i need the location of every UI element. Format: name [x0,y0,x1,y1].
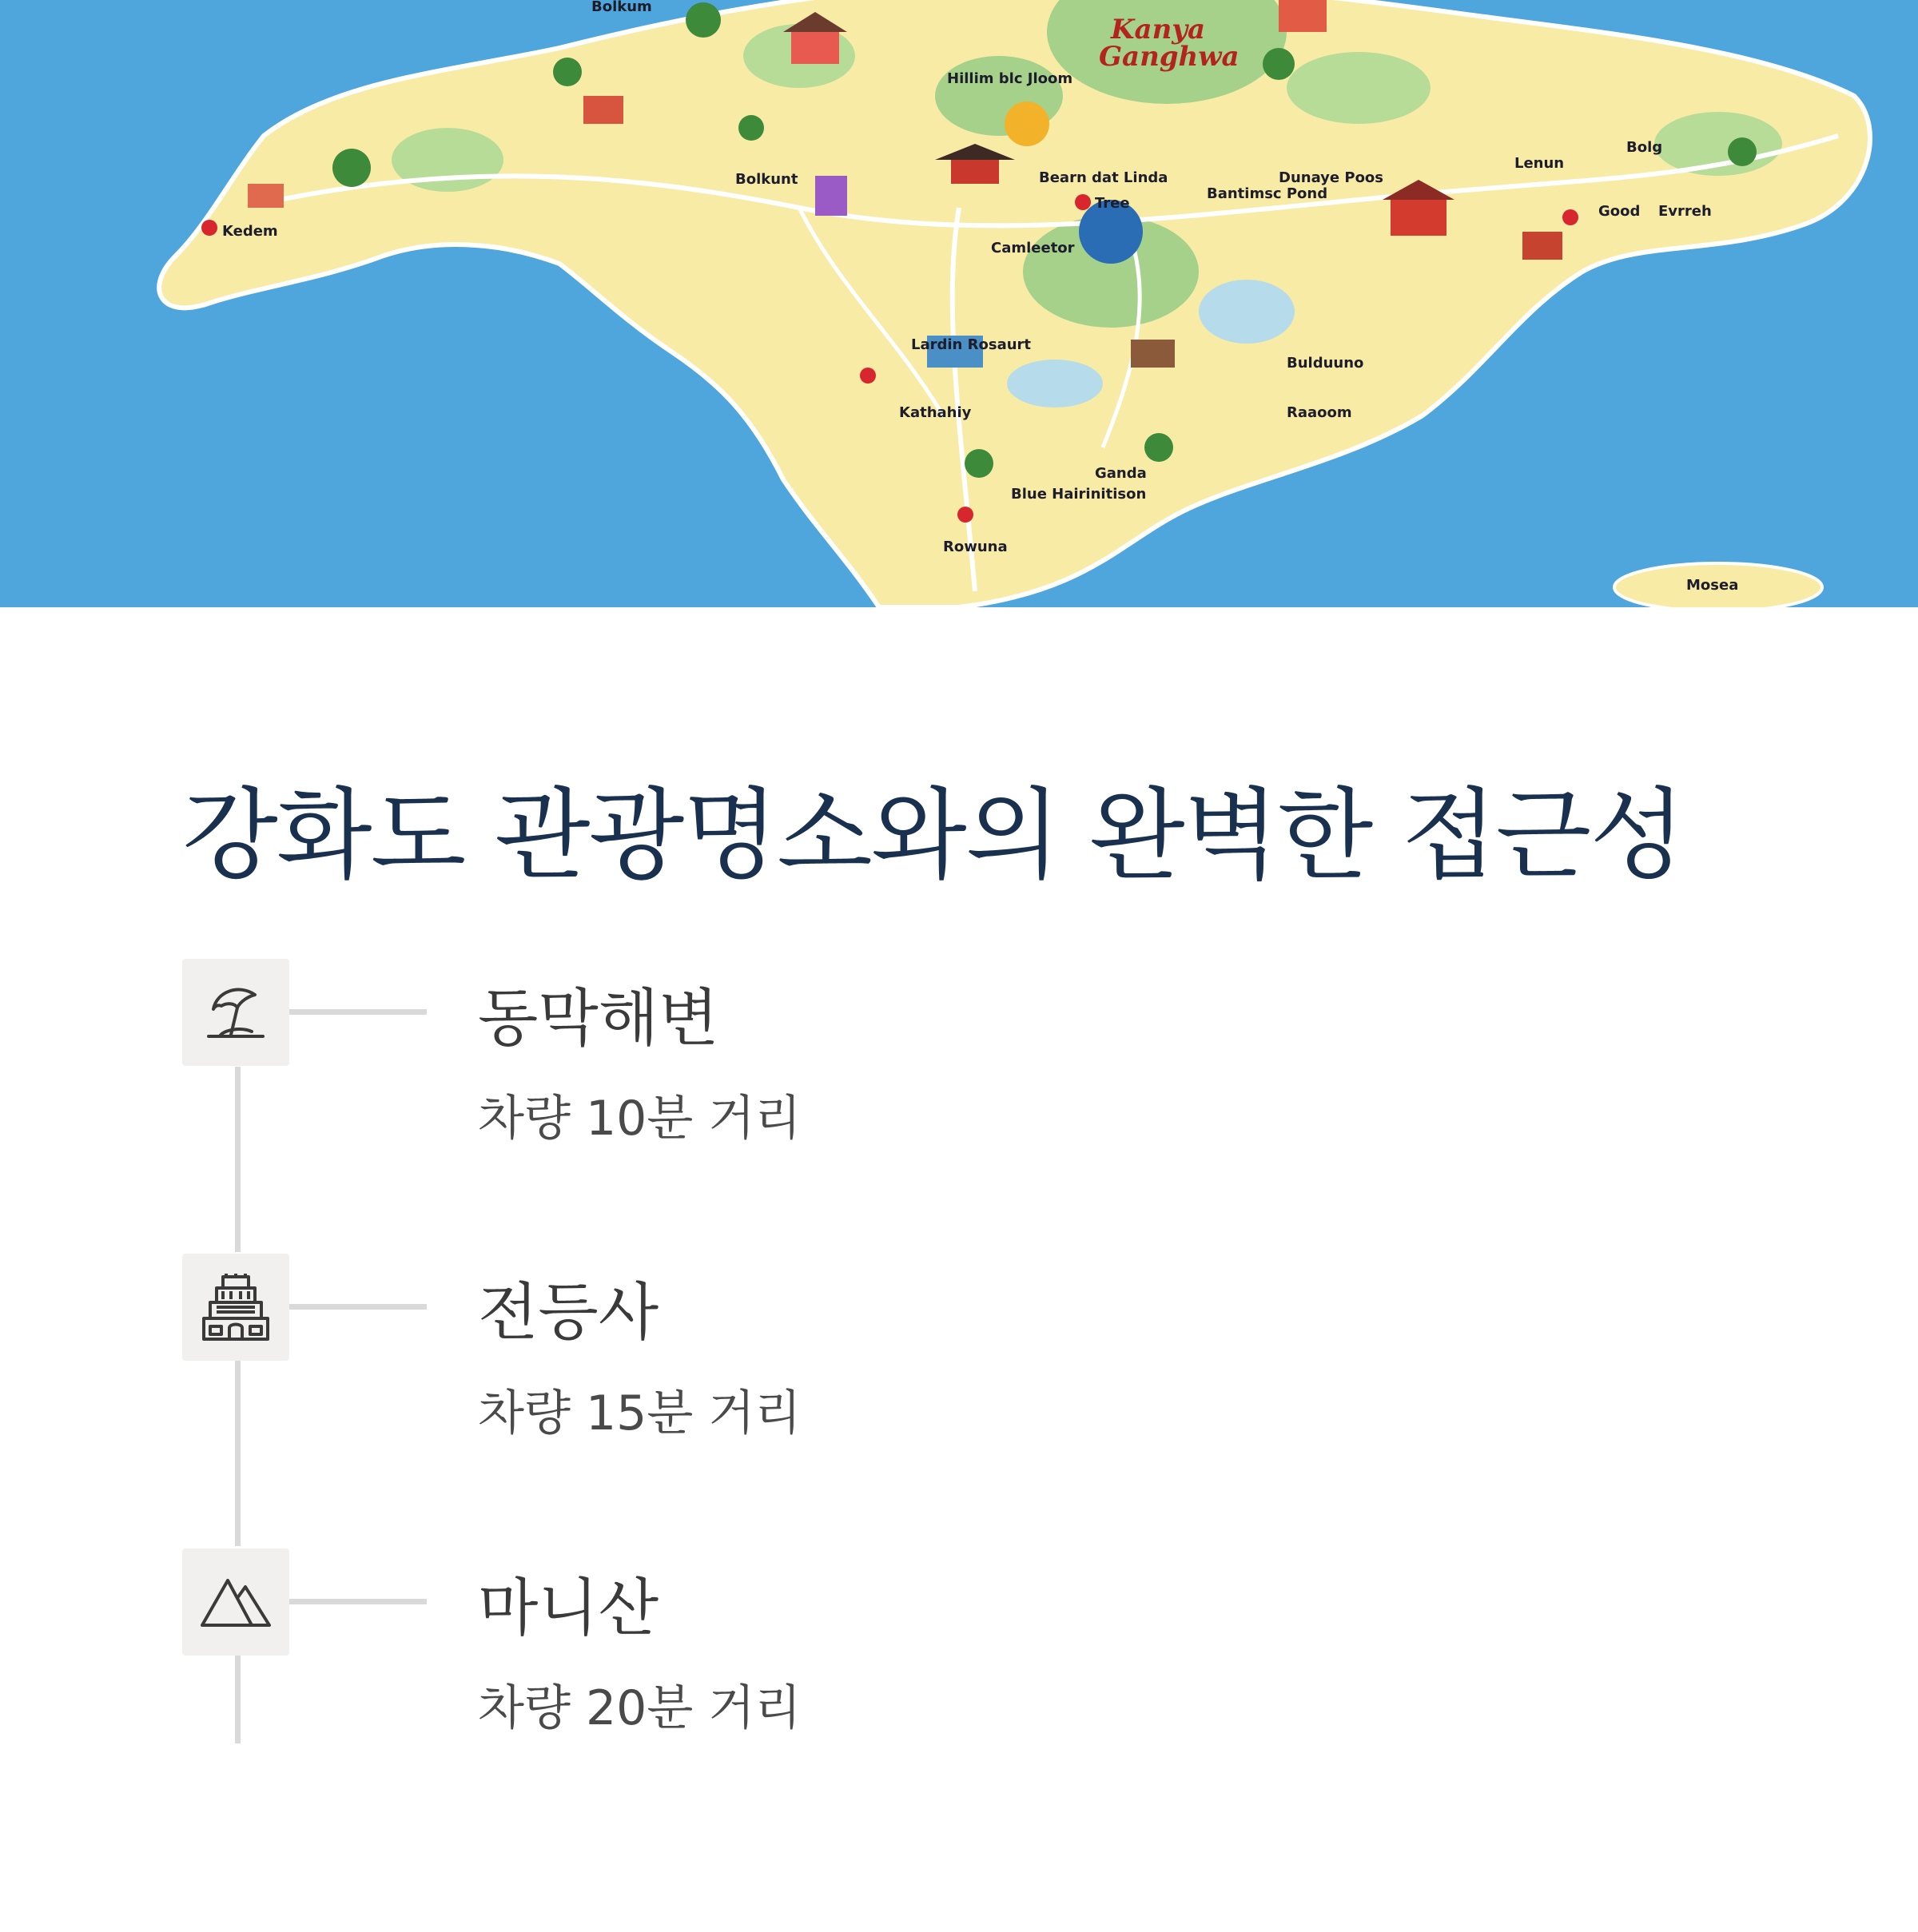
map-label: Bantimsc Pond [1207,185,1328,202]
beach-umbrella-icon [202,979,269,1046]
map-label: Kathahiy [899,404,972,421]
attraction-distance: 차량 10분 거리 [478,1091,802,1147]
attraction-name: 동막해변 [478,983,719,1055]
map-label: Dunaye Poos [1279,169,1384,186]
connector-line [289,1599,427,1604]
connector-line [289,1304,427,1310]
attraction-distance: 차량 15분 거리 [478,1385,802,1441]
map-illustration [0,0,1918,607]
map-label: Ganda [1095,465,1147,482]
map-label: Bolg [1626,139,1663,156]
map-label: Bolkunt [735,171,798,188]
map-label: Kedem [222,223,278,240]
map-label: Rowuna [943,539,1008,555]
attraction-distance: 차량 20분 거리 [478,1680,802,1736]
timeline-line [235,1067,241,1252]
page-title: 강화도 관광명소와의 완벽한 접근성 [182,778,1685,893]
map-label: Mosea [1686,577,1739,594]
map-title-line2: Ganghwa [1099,41,1240,73]
map-banner [0,0,1918,607]
map-label: Good [1598,203,1641,220]
map-label: Lenun [1514,155,1565,172]
mountain-icon-box [182,1548,289,1656]
map-label: Evrreh [1658,203,1712,220]
connector-line [289,1009,427,1015]
map-label: Tree [1095,195,1130,212]
map-label: Lardin Rosaurt [911,336,1032,353]
timeline-line [235,1361,241,1546]
map-label: Blue Hairinitison [1011,486,1147,503]
attraction-name: 전등사 [478,1277,659,1349]
temple-icon [199,1270,273,1344]
attraction-name: 마니산 [478,1572,659,1644]
map-label: Bulduuno [1287,355,1364,372]
map-label: Bearn dat Linda [1039,169,1168,186]
map-label: Hillim blc Jloom [947,70,1073,87]
beach-icon-box [182,959,289,1066]
map-title-line1: Kanya [1111,14,1206,46]
temple-icon-box [182,1254,289,1361]
map-label: Bolkum [591,0,652,15]
map-label: Camleetor [991,240,1075,256]
timeline-line [235,1656,241,1743]
mountain-icon [199,1574,273,1630]
map-label: Raaoom [1287,404,1352,421]
